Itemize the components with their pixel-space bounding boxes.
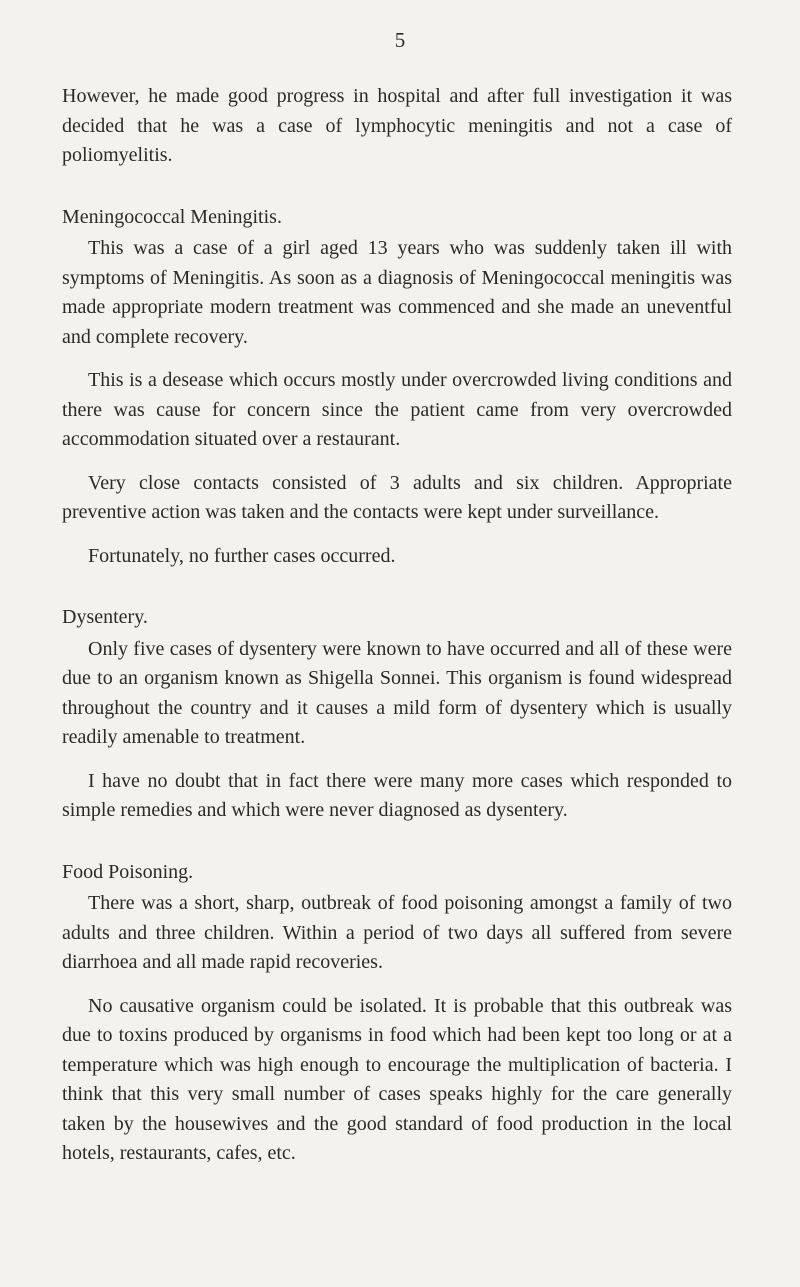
page-number: 5 (394, 28, 406, 52)
section-dysentery (62, 603, 732, 826)
meningococcal-paragraph-2: This is a desease which occurs mostly under overcrowded living conditions and there was cause for concern since the patient came from very overcrowded accommodation situated over a restaurant. (62, 369, 732, 450)
section-meningococcal (62, 203, 732, 572)
food-poisoning-paragraph-2: No causative organism could be isolated. It is probable that this outbreak was due to toxins produced by organisms in food which had been kept too long or at a temperature which was high enough to encourage the multiplication of bacteria. I think that this very small number of cases speaks highly for the care generally taken by the housewives and the good standard of food production in the local hotels, restaurants, cafes, etc. (62, 994, 732, 1164)
section-heading-food-poisoning: Food Poisoning. (62, 860, 194, 883)
dysentery-paragraph-2: I have no doubt that in fact there were many more cases which responded to simple remedies and which were never diagnosed as dysentery. (62, 769, 732, 821)
page-content (62, 82, 732, 1169)
section-food-poisoning (62, 858, 732, 1169)
section-heading-meningococcal: Meningococcal Meningitis. (62, 205, 282, 228)
meningococcal-paragraph-3: Very close contacts consisted of 3 adults and six children. Appropriate preventive action was taken and the contacts were kept under surveillance. (62, 471, 732, 523)
food-poisoning-paragraph-1: There was a short, sharp, outbreak of food poisoning amongst a family of two adults and three children. Within a period of two days all suffered from severe diarrhoea and all made rapid recoveries. (62, 892, 732, 973)
intro-paragraph: However, he made good progress in hospital and after full investigation it was decided that he was a case of lymphocytic meningitis and not a case of poliomyelitis. (62, 85, 732, 166)
meningococcal-paragraph-4: Fortunately, no further cases occurred. (88, 544, 396, 567)
dysentery-paragraph-1: Only five cases of dysentery were known to have occurred and all of these were due to an organism known as Shigella Sonnei. This organism is found widespread throughout the country and it causes a mild form of dysentery which is usually readily amenable to treatment. (62, 637, 732, 748)
meningococcal-paragraph-1: This was a case of a girl aged 13 years who was suddenly taken ill with symptoms of Meningitis. As soon as a diagnosis of Meningococcal meningitis was made appropriate modern treatment was commenced and she made an uneventful and complete recovery. (62, 237, 732, 348)
section-heading-dysentery: Dysentery. (62, 606, 148, 628)
